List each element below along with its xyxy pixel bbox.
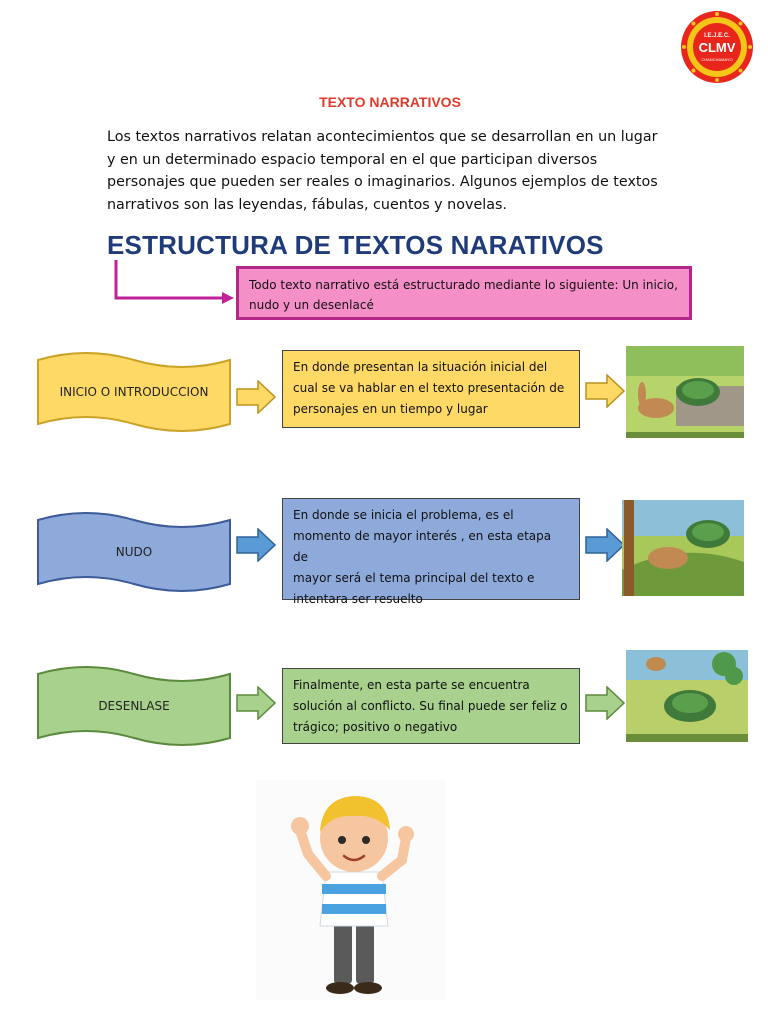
- hare-tortoise-illustration: [626, 650, 748, 742]
- description-line: intentara ser resuelto: [293, 592, 423, 606]
- hare-tortoise-illustration: [622, 500, 744, 596]
- cartoon-boy-illustration: [256, 780, 446, 1000]
- right-arrow-icon: [236, 380, 276, 414]
- description-line: momento de mayor interés , en esta etapa de: [293, 529, 552, 564]
- svg-text:CLMV: CLMV: [698, 40, 736, 55]
- description-line: trágico; positivo o negativo: [293, 720, 458, 734]
- description-line: personajes en un tiempo y lugar: [293, 402, 488, 416]
- summary-line: nudo y un desenlacé: [249, 298, 374, 312]
- intro-line: personajes que pueden ser reales o imaginarios. Algunos ejemplos de textos: [107, 174, 658, 190]
- right-arrow-icon: [585, 374, 625, 408]
- description-line: Finalmente, en esta parte se encuentra: [293, 678, 530, 692]
- right-arrow-icon: [585, 528, 625, 562]
- intro-line: y en un determinado espacio temporal en el que participan diversos: [107, 151, 598, 168]
- intro-line: Los textos narrativos relatan acontecimientos que se desarrollan en un lugar: [107, 129, 658, 145]
- stage-label: INICIO O INTRODUCCION: [59, 385, 209, 399]
- document-title: TEXTO NARRATIVOS: [319, 94, 461, 110]
- description-line: solución al conflicto. Su final puede ser feliz o: [293, 699, 568, 713]
- stage-description-nudo: [282, 498, 580, 606]
- structure-heading: ESTRUCTURA DE TEXTOS NARATIVOS: [107, 230, 604, 260]
- stage-description-desenlase: [282, 668, 580, 744]
- description-line: En donde se inicia el problema, es el: [293, 508, 514, 522]
- school-seal-logo: [680, 10, 754, 84]
- hare-tortoise-illustration: [626, 346, 744, 438]
- description-line: En donde presentan la situación inicial del: [293, 360, 548, 374]
- right-arrow-icon: [236, 528, 276, 562]
- stage-banner-inicio: [36, 352, 232, 432]
- svg-text:CHANCHAMAYO: CHANCHAMAYO: [701, 57, 733, 62]
- stage-banner-desenlase: [36, 666, 232, 746]
- elbow-arrow-connector: [110, 258, 240, 308]
- intro-line: narrativos son las leyendas, fábulas, cuentos y novelas.: [107, 196, 507, 213]
- description-line: cual se va hablar en el texto presentación de: [293, 381, 565, 395]
- description-line: mayor será el tema principal del texto e: [293, 571, 535, 585]
- right-arrow-icon: [585, 686, 625, 720]
- right-arrow-icon: [236, 686, 276, 720]
- stage-label: NUDO: [115, 545, 153, 559]
- stage-label: DESENLASE: [98, 699, 170, 713]
- summary-line: Todo texto narrativo está estructurado mediante lo siguiente: Un inicio,: [249, 278, 678, 292]
- structure-summary-box: [236, 266, 692, 320]
- intro-paragraph: [107, 126, 667, 216]
- svg-text:I.E.J.E.C.: I.E.J.E.C.: [704, 33, 730, 39]
- stage-description-inicio: [282, 350, 580, 428]
- stage-banner-nudo: [36, 512, 232, 592]
